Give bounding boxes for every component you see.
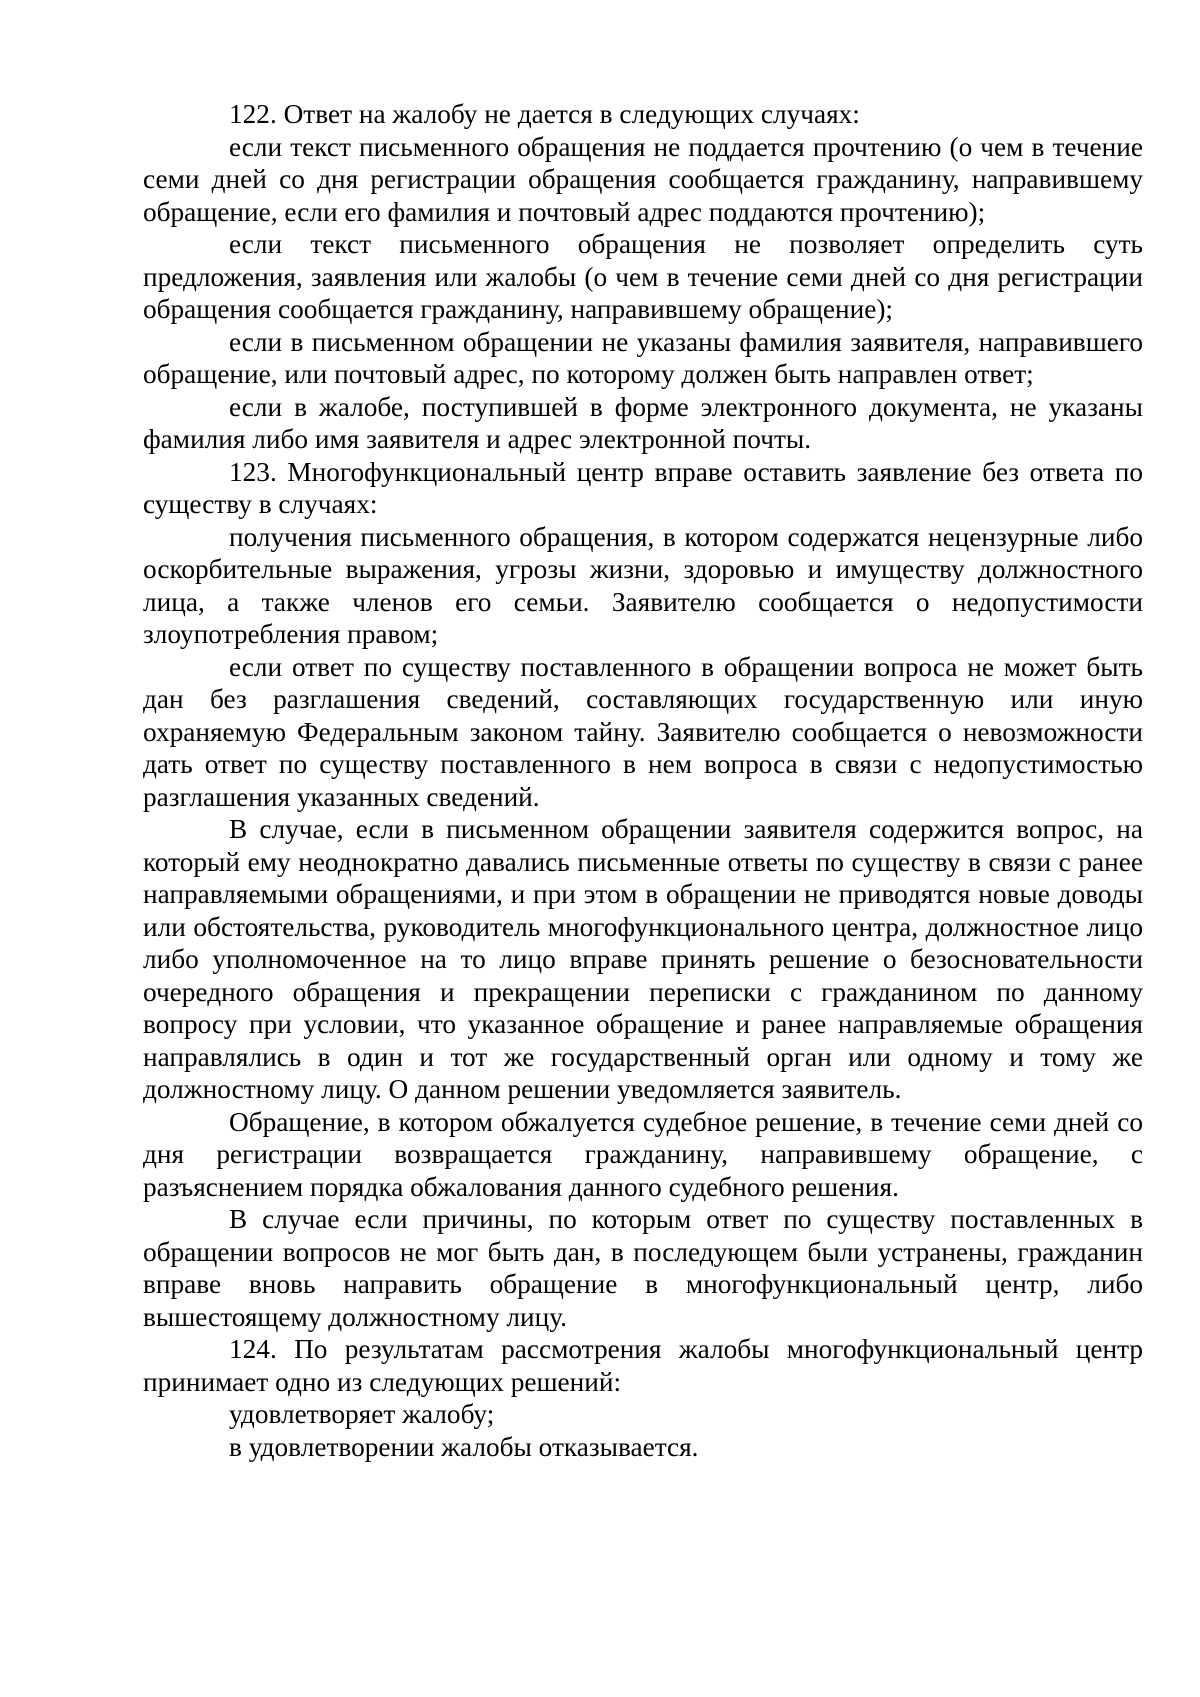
paragraph-offensive-expressions: получения письменного обращения, в котором содержатся нецензурные либо оскорбительные выражения, угрозы жизни, здоровью и имуществу должностного лица, а также членов его семьи. Заявителю сообщается о недопустимости злоупотребления правом; xyxy=(143,521,1143,649)
paragraph-court-decision: Обращение, в котором обжалуется судебное решение, в течение семи дней со дня регистрации возвращается гражданину, направившему обращение, с разъяснением порядка обжалования данного судебного решения. xyxy=(143,1106,1143,1202)
paragraph-unreadable-text: если текст письменного обращения не поддается прочтению (о чем в течение семи дней со дня регистрации обращения сообщается гражданину, направившему обращение, если его фамилия и почтовый адрес поддаются прочтению); xyxy=(143,131,1143,227)
document-body xyxy=(143,98,1143,1463)
paragraph-decision-satisfy: удовлетворяет жалобу; xyxy=(229,1399,495,1429)
paragraph-decision-refuse: в удовлетворении жалобы отказывается. xyxy=(229,1431,699,1462)
paragraph-essence-undetermined: если текст письменного обращения не позволяет определить суть предложения, заявления или жалобы (о чем в течение семи дней со дня регистрации обращения сообщается гражданину, направившему обращение); xyxy=(143,229,1143,324)
paragraph-122-heading: 122. Ответ на жалобу не дается в следующих случаях: xyxy=(229,99,860,129)
paragraph-protected-secret: если ответ по существу поставленного в обращении вопроса не может быть дан без разглашения сведений, составляющих государственную или иную охраняемую Федеральным законом тайну. Заявителю сообщается о невозможности дать ответ по существу поставленного в нем вопроса в связи с недопустимостью разглашения указанных сведений. xyxy=(143,651,1143,812)
paragraph-reasons-eliminated: В случае если причины, по которым ответ по существу поставленных в обращении вопросов не мог быть дан, в последующем были устранены, гражданин вправе вновь направить обращение в многофункциональный центр, либо вышестоящему должностному лицу. xyxy=(143,1204,1143,1332)
paragraph-no-surname-address: если в письменном обращении не указаны фамилия заявителя, направившего обращение, или почтовый адрес, по которому должен быть направлен ответ; xyxy=(143,326,1143,389)
paragraph-123-heading: 123. Многофункциональный центр вправе оставить заявление без ответа по существу в случаях: xyxy=(143,456,1143,519)
paragraph-electronic-complaint: если в жалобе, поступившей в форме электронного документа, не указаны фамилия либо имя заявителя и адрес электронной почты. xyxy=(143,391,1143,454)
paragraph-124-heading: 124. По результатам рассмотрения жалобы многофункциональный центр принимает одно из следующих решений: xyxy=(143,1334,1143,1397)
paragraph-repeated-appeal: В случае, если в письменном обращении заявителя содержится вопрос, на который ему неоднократно давались письменные ответы по существу в связи с ранее направляемыми обращениями, и при этом в обращении не приводятся новые доводы или обстоятельства, руководитель многофункционального центра, должностное лицо либо уполномоченное на то лицо вправе принять решение о безосновательности очередного обращения и прекращении переписки с гражданином по данному вопросу при условии, что указанное обращение и ранее направляемые обращения направлялись в один и тот же государственный орган или одному и тому же должностному лицу. О данном решении уведомляется заявитель. xyxy=(143,814,1143,1104)
